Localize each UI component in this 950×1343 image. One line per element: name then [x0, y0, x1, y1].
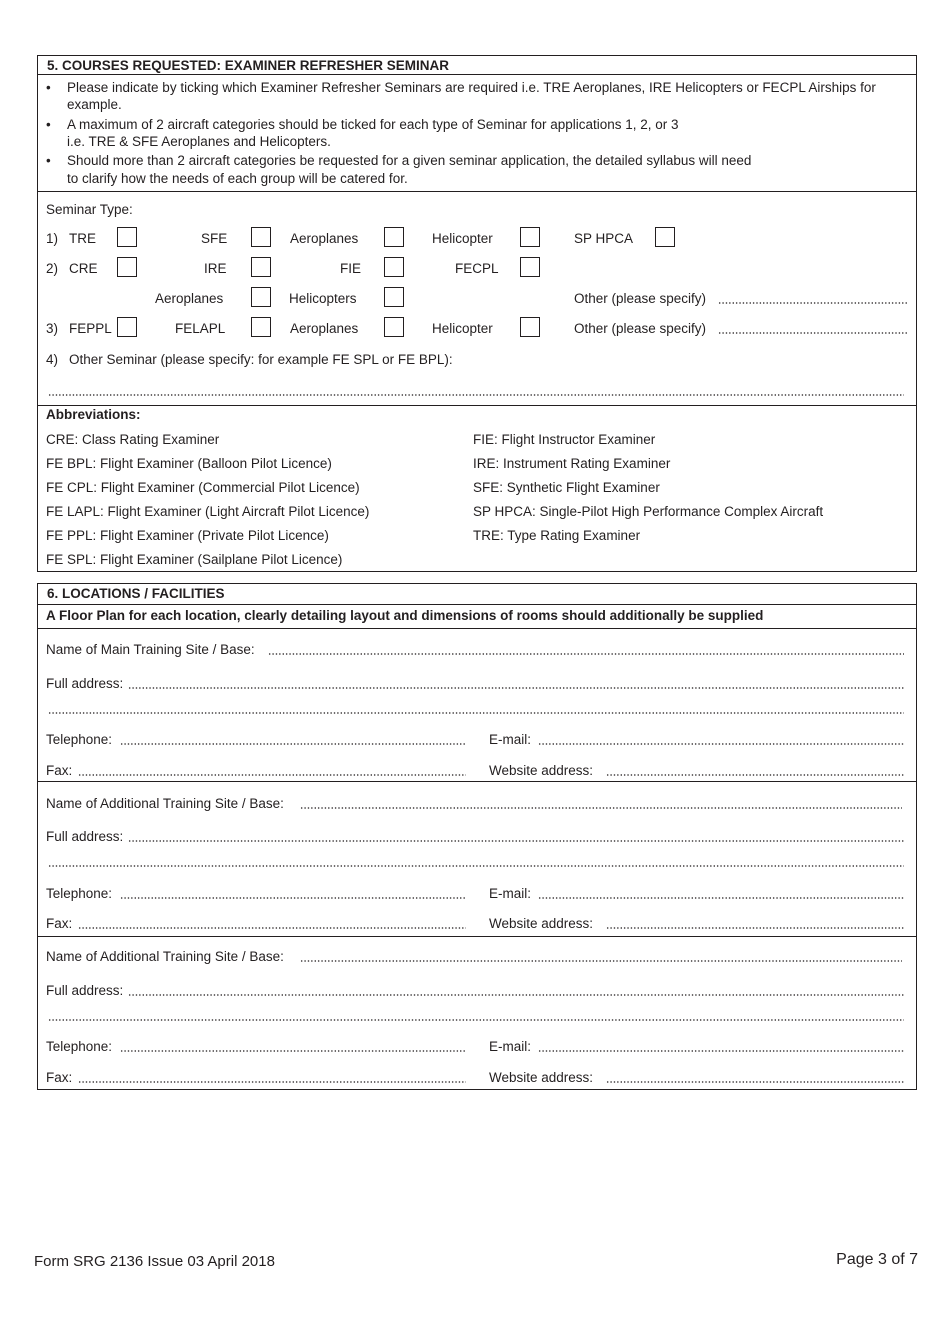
sp-hpca-label: SP HPCA — [574, 231, 634, 246]
site-name-label: Name of Additional Training Site / Base: — [46, 949, 284, 964]
fie-checkbox[interactable] — [384, 257, 404, 277]
divider — [38, 781, 916, 782]
row-3-other-label: Other (please specify) — [574, 321, 707, 336]
sp-hpca-checkbox[interactable] — [655, 227, 675, 247]
sfe-checkbox[interactable] — [251, 227, 271, 247]
divider — [38, 604, 916, 605]
row-3-aeroplanes-label: Aeroplanes — [290, 321, 359, 336]
row-2-aeroplanes-label: Aeroplanes — [155, 291, 224, 306]
instruction-3-line-2: to clarify how the needs of each group will be catered for. — [67, 171, 408, 186]
page-number: Page 3 of 7 — [836, 1251, 918, 1268]
fax-input[interactable] — [78, 927, 466, 929]
telephone-input[interactable] — [120, 743, 466, 745]
divider — [38, 936, 916, 937]
row-1-helicopter-checkbox[interactable] — [520, 227, 540, 247]
divider — [38, 191, 916, 192]
full-address-input-line-2[interactable] — [48, 865, 904, 867]
fax-label: Fax: — [46, 1070, 73, 1085]
row-3-helicopter-label: Helicopter — [432, 321, 493, 336]
website-label: Website address: — [489, 763, 594, 778]
row-2-other-label: Other (please specify) — [574, 291, 707, 306]
bullet-icon: • — [46, 117, 51, 132]
instruction-2-line-1: A maximum of 2 aircraft categories should be ticked for each type of Seminar for applications 1, 2, or 3 — [67, 117, 679, 132]
website-label: Website address: — [489, 916, 594, 931]
form-identifier: Form SRG 2136 Issue 03 April 2018 — [34, 1253, 275, 1270]
website-input[interactable] — [606, 1081, 904, 1083]
abbreviation-item: SFE: Synthetic Flight Examiner — [473, 480, 660, 495]
telephone-input[interactable] — [120, 897, 466, 899]
divider — [38, 628, 916, 629]
email-input[interactable] — [538, 1050, 904, 1052]
instruction-2-line-2: i.e. TRE & SFE Aeroplanes and Helicopters. — [67, 134, 331, 149]
tre-label: TRE — [69, 231, 96, 246]
seminar-type-label: Seminar Type: — [46, 202, 133, 217]
feppl-label: FEPPL — [69, 321, 112, 336]
row-1-helicopter-label: Helicopter — [432, 231, 493, 246]
ire-label: IRE — [204, 261, 227, 276]
divider — [38, 74, 916, 75]
abbreviation-item: SP HPCA: Single-Pilot High Performance Complex Aircraft — [473, 504, 824, 519]
abbreviation-item: FE CPL: Flight Examiner (Commercial Pilot Licence) — [46, 480, 360, 495]
abbreviation-item: FE BPL: Flight Examiner (Balloon Pilot Licence) — [46, 456, 332, 471]
fie-label: FIE — [340, 261, 362, 276]
row-1-number: 1) — [46, 231, 59, 246]
abbreviations-heading: Abbreviations: — [46, 407, 141, 422]
row-3-other-input[interactable] — [718, 332, 908, 334]
felapl-checkbox[interactable] — [251, 317, 271, 337]
row-3-helicopter-checkbox[interactable] — [520, 317, 540, 337]
email-label: E-mail: — [489, 1039, 532, 1054]
abbreviation-item: FE SPL: Flight Examiner (Sailplane Pilot Licence) — [46, 552, 343, 567]
divider — [38, 405, 916, 406]
cre-label: CRE — [69, 261, 98, 276]
email-label: E-mail: — [489, 886, 532, 901]
telephone-label: Telephone: — [46, 886, 113, 901]
instruction-1-line-1: Please indicate by ticking which Examiner Refresher Seminars are required i.e. TRE Aeroplanes, IRE Helicopters or FECPL Airships for — [67, 80, 876, 95]
abbreviation-item: IRE: Instrument Rating Examiner — [473, 456, 671, 471]
full-address-label: Full address: — [46, 829, 124, 844]
email-input[interactable] — [538, 897, 904, 899]
row-2-number: 2) — [46, 261, 59, 276]
site-name-input[interactable] — [300, 960, 902, 962]
abbreviation-item: CRE: Class Rating Examiner — [46, 432, 220, 447]
cre-checkbox[interactable] — [117, 257, 137, 277]
site-name-label: Name of Additional Training Site / Base: — [46, 796, 284, 811]
row-3-number: 3) — [46, 321, 59, 336]
site-name-input[interactable] — [300, 807, 902, 809]
fax-input[interactable] — [78, 1081, 466, 1083]
website-input[interactable] — [606, 774, 904, 776]
website-label: Website address: — [489, 1070, 594, 1085]
section-5-courses-requested — [37, 55, 917, 572]
email-input[interactable] — [538, 743, 904, 745]
other-seminar-input[interactable] — [48, 394, 904, 396]
felapl-label: FELAPL — [175, 321, 226, 336]
full-address-input[interactable] — [128, 687, 904, 689]
site-name-label: Name of Main Training Site / Base: — [46, 642, 255, 657]
abbreviation-item: FIE: Flight Instructor Examiner — [473, 432, 656, 447]
row-4-number: 4) — [46, 352, 59, 367]
ire-checkbox[interactable] — [251, 257, 271, 277]
fax-label: Fax: — [46, 916, 73, 931]
fax-input[interactable] — [78, 774, 466, 776]
abbreviation-item: FE PPL: Flight Examiner (Private Pilot Licence) — [46, 528, 329, 543]
row-3-aeroplanes-checkbox[interactable] — [384, 317, 404, 337]
website-input[interactable] — [606, 927, 904, 929]
bullet-icon: • — [46, 153, 51, 168]
row-2-helicopters-label: Helicopters — [289, 291, 357, 306]
full-address-input-line-2[interactable] — [48, 712, 904, 714]
sfe-label: SFE — [201, 231, 228, 246]
section-5-heading: 5. COURSES REQUESTED: EXAMINER REFRESHER SEMINAR — [47, 58, 450, 73]
bullet-icon: • — [46, 80, 51, 95]
full-address-input-line-2[interactable] — [48, 1019, 904, 1021]
full-address-input[interactable] — [128, 994, 904, 996]
site-name-input[interactable] — [268, 653, 904, 655]
row-1-aeroplanes-checkbox[interactable] — [384, 227, 404, 247]
instruction-1-line-2: example. — [67, 97, 122, 112]
fax-label: Fax: — [46, 763, 73, 778]
full-address-label: Full address: — [46, 676, 124, 691]
section-6-locations-facilities — [37, 583, 917, 1090]
other-seminar-label: Other Seminar (please specify: for example FE SPL or FE BPL): — [69, 352, 453, 367]
floor-plan-note: A Floor Plan for each location, clearly detailing layout and dimensions of rooms should additionally be supplied — [46, 608, 764, 623]
fecpl-checkbox[interactable] — [520, 257, 540, 277]
full-address-label: Full address: — [46, 983, 124, 998]
telephone-input[interactable] — [120, 1050, 466, 1052]
row-2-other-input[interactable] — [718, 302, 908, 304]
full-address-input[interactable] — [128, 840, 904, 842]
telephone-label: Telephone: — [46, 732, 113, 747]
telephone-label: Telephone: — [46, 1039, 113, 1054]
row-2-helicopters-checkbox[interactable] — [384, 287, 404, 307]
email-label: E-mail: — [489, 732, 532, 747]
instruction-3-line-1: Should more than 2 aircraft categories be requested for a given seminar application, the detailed syllabus will need — [67, 153, 752, 168]
tre-checkbox[interactable] — [117, 227, 137, 247]
abbreviation-item: TRE: Type Rating Examiner — [473, 528, 641, 543]
fecpl-label: FECPL — [455, 261, 499, 276]
row-1-aeroplanes-label: Aeroplanes — [290, 231, 359, 246]
feppl-checkbox[interactable] — [117, 317, 137, 337]
abbreviation-item: FE LAPL: Flight Examiner (Light Aircraft Pilot Licence) — [46, 504, 370, 519]
row-2-aeroplanes-checkbox[interactable] — [251, 287, 271, 307]
section-6-heading: 6. LOCATIONS / FACILITIES — [47, 586, 225, 601]
